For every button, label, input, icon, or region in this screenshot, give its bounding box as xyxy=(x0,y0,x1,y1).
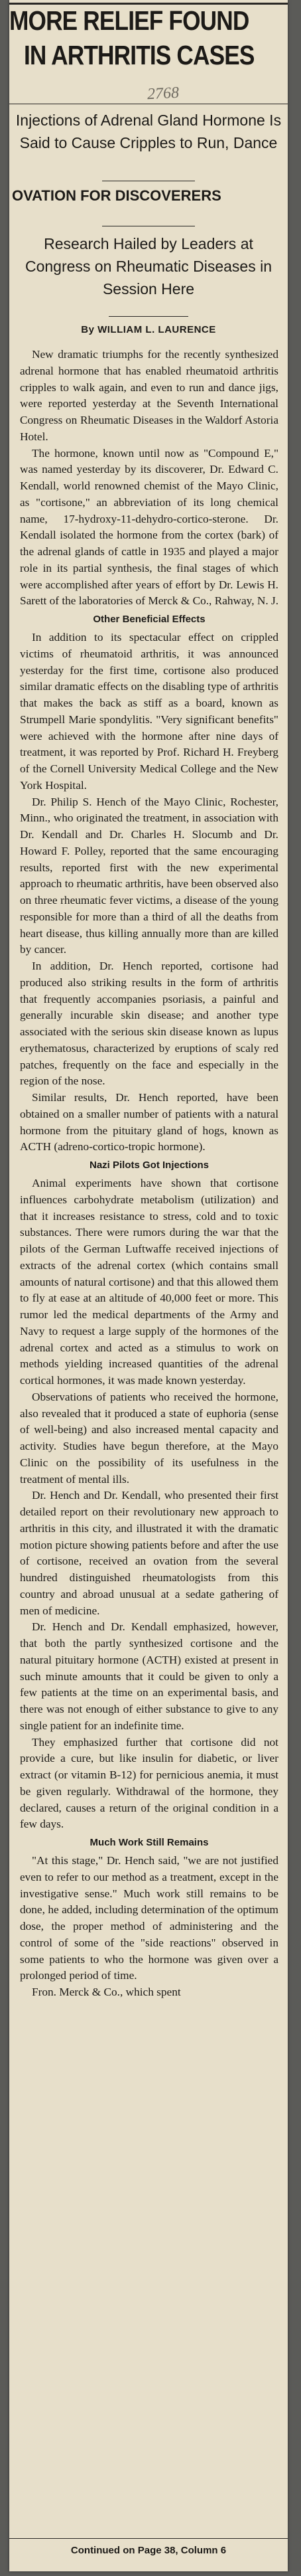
headline-line-2: IN ARTHRITIS CASES xyxy=(24,40,255,70)
paragraph: In addition, Dr. Hench reported, cortisone had produced also striking results in the form of arthritis that frequently accompanies psoriasis, a painful and generally incurable skin disease; and another type associated with the serious skin disease known as lupus erythematosus, characterized by eruptions of scaly red patches, frequently on the face and especially in the region of the nose. xyxy=(20,960,278,1088)
rule-4 xyxy=(109,316,188,317)
article-body xyxy=(20,347,278,2001)
newspaper-clipping xyxy=(9,0,288,2571)
deck-1: Injections of Adrenal Gland Hormone Is Said to Cause Cripples to Run, Dance xyxy=(15,112,282,151)
paragraph: Observations of patients who received the hormone, also revealed that it produced a state of euphoria (sense of well-being) and also increased mental capacity and activity. Studies have begun therefore, at the Mayo Clinic on the possibility of its usefulness in the treatment of mental ills. xyxy=(20,1390,278,1486)
continued-line: Continued on Page 38, Column 6 xyxy=(70,2545,227,2556)
deck-3: Research Hailed by Leaders at Congress on Rheumatic Diseases in Session Here xyxy=(25,235,272,298)
paragraph: Dr. Hench and Dr. Kendall, who presented their first detailed report on their revolutionary new approach to arthritis in this city, and illustrated it with the dramatic motion picture showing patients before and after the use of cortisone, received an ovation from the several hundred distinguished rheumatologists from this country and abroad unusual at a sedate gathering of men of medicine. xyxy=(20,1489,278,1617)
paragraph: Similar results, Dr. Hench reported, have been obtained on a smaller number of patients with a natural hormone from the pituitary gland of hogs, known as ACTH (adreno-cortico-tropic hormone). xyxy=(20,1091,278,1154)
paragraph: In addition to its spectacular effect on crippled victims of rheumatoid arthritis, it was announced yesterday for the first time, cortisone also produced similar dramatic effects on the disabling type of arthritis that makes the back as stiff as a board, known as Strumpell Marie spondylitis. "Very significant benefits" were achieved with the hormone after nine days of treatment, it was reported by Prof. Richard H. Freyberg of the Cornell University Medical College and the New York Hospital. xyxy=(20,631,278,792)
deck-2: OVATION FOR DISCOVERERS xyxy=(12,187,221,204)
paragraph: The hormone, known until now as "Compound E," was named yesterday by its discoverer, Dr. Edward C. Kendall, world renowned chemist of the Mayo Clinic, as "cortisone," an abbreviation of its long chemical name, 17-hydroxy-11-dehydro-cortico-sterone. Dr. Kendall isolated the hormone from the cortex (bark) of the adrenal glands of cattle in 1935 and played a major role in its partial synthesis, the final stages of which were accomplished after years of effort by Dr. Lewis H. Sarett of the laboratories of Merck & Co., Rahway, N. J. xyxy=(20,446,279,608)
subhead: Other Beneficial Effects xyxy=(93,614,206,625)
pencil-note: 2768 xyxy=(147,84,180,104)
paragraph: Dr. Hench and Dr. Kendall emphasized, however, that both the partly synthesized cortisone and the natural pituitary hormone (ACTH) existed at present in such minute amounts that it could be given to only a few patients at the time on an experimental basis, and there was not enough of either substance to give to any single patient for an indefinite time. xyxy=(20,1620,278,1732)
headline-line-1: MORE RELIEF FOUND xyxy=(9,5,249,36)
paragraph: "At this stage," Dr. Hench said, "we are not justified even to refer to our method as a treatment, except in the investigative sense." Much work still remains to be done, he added, including determination of the optimum dose, the proper method of administering and the control of some of the "side reactions" observed in some patients to who the hormone was given over a prolonged period of time. xyxy=(20,1854,278,1982)
paragraph: New dramatic triumphs for the recently synthesized adrenal hormone that has enabled rheumatoid arthritis cripples to walk again, and even to run and dance jigs, were reported yesterday at the Seventh International Congress on Rheumatic Diseases in the Waldorf Astoria Hotel. xyxy=(20,348,278,443)
subhead: Nazi Pilots Got Injections xyxy=(89,1159,210,1171)
paragraph: They emphasized further that cortisone did not provide a cure, but like insulin for diabetic, or liver extract (or vitamin B-12) for pernicious anemia, it must be given regularly. Withdrawal of the hormone, they declared, causes a return of the original condition in a few days. xyxy=(20,1735,278,1831)
bottom-rule xyxy=(9,2538,288,2539)
paragraph: Animal experiments have shown that cortisone influences carbohydrate metabolism (utilization) and that it increases resistance to stress, cold and to toxic substances. There were rumors during the war that the pilots of the German Luftwaffe received injections of extracts of the adrenal cortex (which contains small amounts of natural cortisone) and that this allowed them to fly at ease at an altitude of 40,000 feet or more. This rumor led the medical departments of the Army and Navy to request a large supply of the hormones of the adrenal cortex and acted as a stimulus to work on methods yielding increased quantities of the adrenal cortical hormones, it was made known yesterday. xyxy=(20,1177,278,1387)
top-rule xyxy=(9,3,288,5)
paragraph: Dr. Philip S. Hench of the Mayo Clinic, Rochester, Minn., who originated the treatment, in association with Dr. Kendall and Dr. Charles H. Slocumb and Dr. Howard F. Polley, reported that the same encouraging results, reported first with the new experimental approach to rheumatic arthritis, have been observed also on three rheumatic fever victims, a disease of the young responsible for more than a third of all the deaths from heart disease, thus killing annually more than are killed by cancer. xyxy=(20,795,278,956)
byline: By WILLIAM L. LAURENCE xyxy=(81,324,216,335)
subhead: Much Work Still Remains xyxy=(90,1837,209,1848)
paragraph: Fron. Merck & Co., which spent xyxy=(32,1986,181,1998)
